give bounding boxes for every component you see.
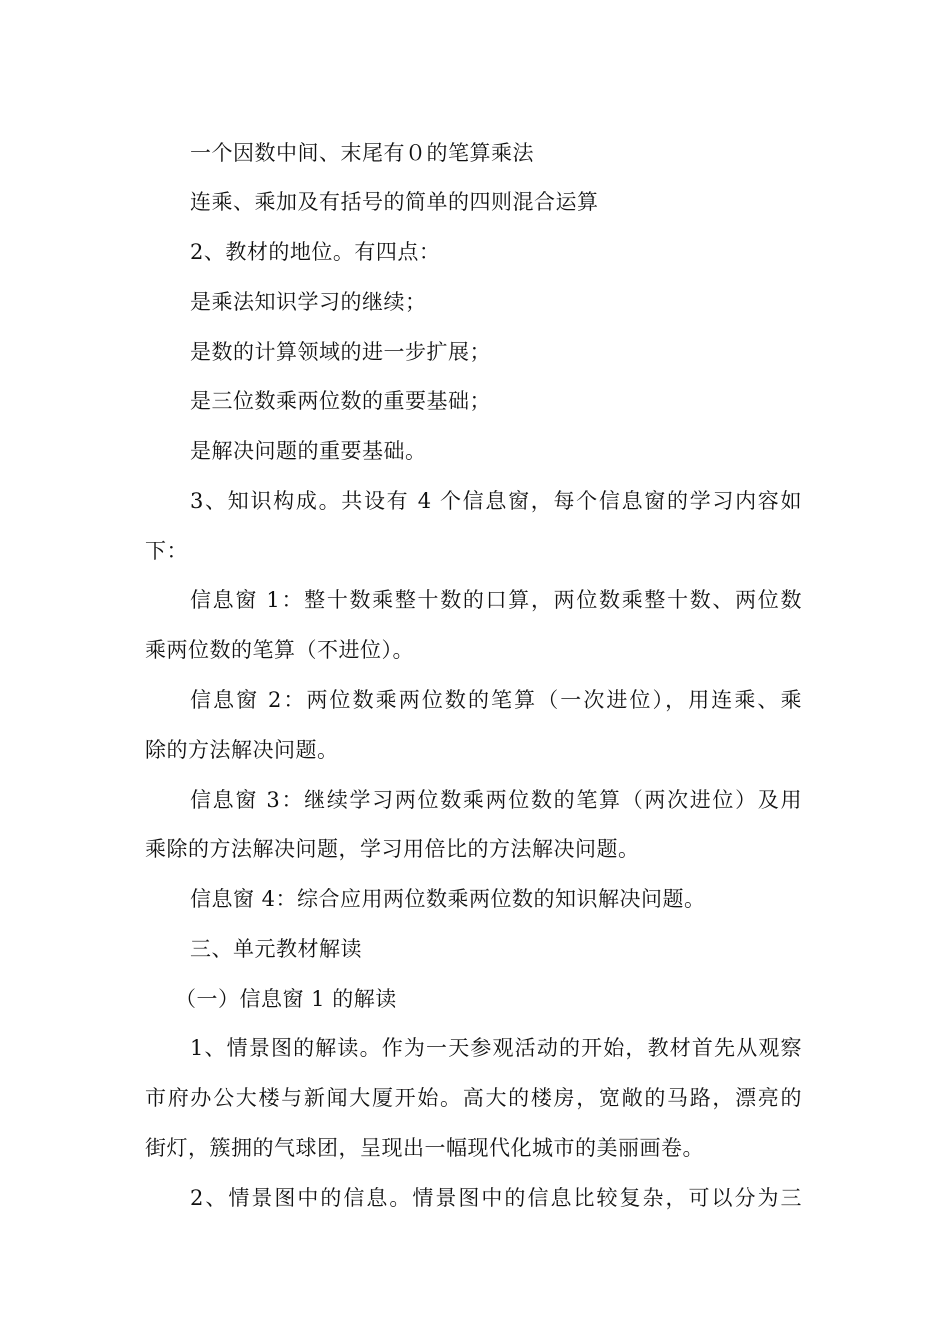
text-line-7: 是解决问题的重要基础。: [190, 439, 427, 463]
text-line-9: 下：: [145, 539, 188, 563]
text-line-22: 2、情景图中的信息。情景图中的信息比较复杂，可以分为三: [190, 1186, 802, 1210]
text-line-2: 连乘、乘加及有括号的简单的四则混合运算: [190, 190, 599, 214]
text-line-15: 乘除的方法解决问题，学习用倍比的方法解决问题。: [145, 837, 640, 861]
text-line-21: 街灯，簇拥的气球团，呈现出一幅现代化城市的美丽画卷。: [145, 1136, 704, 1160]
text-line-13: 除的方法解决问题。: [145, 738, 339, 762]
text-line-16: 信息窗 4：综合应用两位数乘两位数的知识解决问题。: [190, 887, 706, 911]
text-line-3: 2、教材的地位。有四点：: [190, 240, 441, 264]
text-line-20: 市府办公大楼与新闻大厦开始。高大的楼房，宽敞的马路，漂亮的: [145, 1086, 802, 1110]
text-line-4: 是乘法知识学习的继续；: [190, 290, 427, 314]
text-line-1: 一个因数中间、末尾有０的笔算乘法: [190, 141, 534, 165]
text-line-19: 1、情景图的解读。作为一天参观活动的开始，教材首先从观察: [190, 1036, 802, 1060]
text-line-11: 乘两位数的笔算（不进位）。: [145, 638, 414, 662]
text-line-18: （一）信息窗 1 的解读: [175, 987, 397, 1011]
text-line-14: 信息窗 3：继续学习两位数乘两位数的笔算（两次进位）及用: [190, 788, 802, 812]
text-line-12: 信息窗 2：两位数乘两位数的笔算（一次进位），用连乘、乘: [190, 688, 802, 712]
text-line-10: 信息窗 1：整十数乘整十数的口算，两位数乘整十数、两位数: [190, 588, 802, 612]
text-line-5: 是数的计算领域的进一步扩展；: [190, 340, 491, 364]
text-line-6: 是三位数乘两位数的重要基础；: [190, 389, 491, 413]
text-line-17: 三、单元教材解读: [190, 937, 362, 961]
text-line-8: 3、知识构成。共设有 4 个信息窗，每个信息窗的学习内容如: [190, 489, 802, 513]
